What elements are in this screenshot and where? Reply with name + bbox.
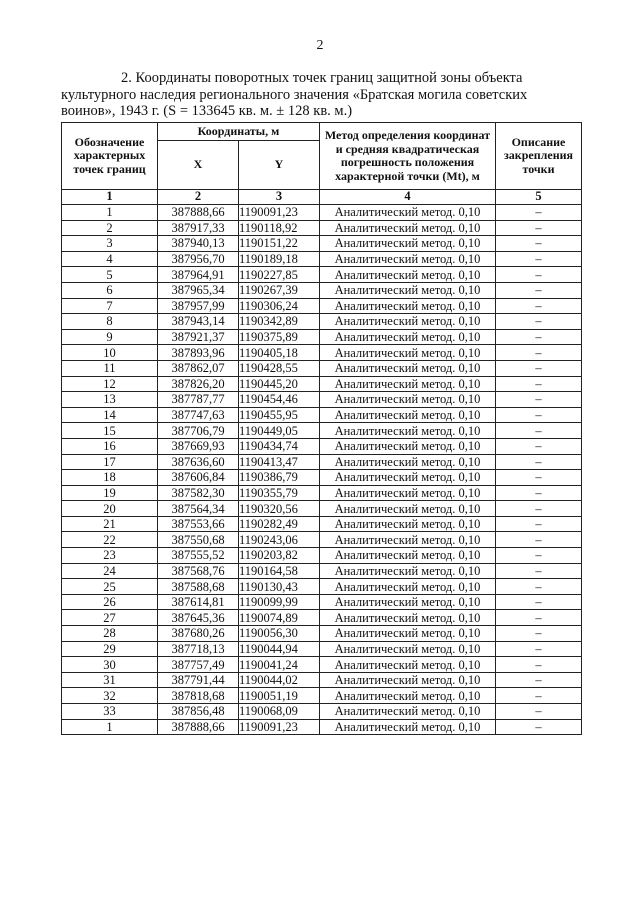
x-coordinate-cell: 387943,14 [158, 314, 239, 330]
method-cell: Аналитический метод. 0,10 [320, 594, 496, 610]
x-coordinate-cell: 387568,76 [158, 563, 239, 579]
method-cell: Аналитический метод. 0,10 [320, 532, 496, 548]
table-row [62, 345, 582, 361]
method-cell: Аналитический метод. 0,10 [320, 470, 496, 486]
heading-line-2: культурного наследия регионального значения «Братская могила советских [61, 86, 528, 103]
description-cell: – [496, 672, 582, 688]
method-cell: Аналитический метод. 0,10 [320, 267, 496, 283]
method-cell: Аналитический метод. 0,10 [320, 485, 496, 501]
method-cell: Аналитический метод. 0,10 [320, 641, 496, 657]
y-coordinate-cell: 1190267,39 [239, 282, 320, 298]
description-cell: – [496, 548, 582, 564]
table-row [62, 688, 582, 704]
y-coordinate-cell: 1190375,89 [239, 329, 320, 345]
x-coordinate-cell: 387965,34 [158, 282, 239, 298]
description-cell: – [496, 688, 582, 704]
coordinates-table [61, 122, 582, 735]
x-coordinate-cell: 387706,79 [158, 423, 239, 439]
heading-line-1: 2. Координаты поворотных точек границ защитной зоны объекта [121, 70, 523, 86]
description-cell: – [496, 501, 582, 517]
description-cell: – [496, 392, 582, 408]
y-coordinate-cell: 1190044,02 [239, 672, 320, 688]
x-coordinate-cell: 387921,37 [158, 329, 239, 345]
x-coordinate-cell: 387614,81 [158, 594, 239, 610]
column-number: 3 [239, 190, 320, 205]
table-row [62, 407, 582, 423]
y-coordinate-cell: 1190413,47 [239, 454, 320, 470]
y-coordinate-cell: 1190151,22 [239, 236, 320, 252]
method-cell: Аналитический метод. 0,10 [320, 672, 496, 688]
point-id-cell: 29 [62, 641, 158, 657]
description-cell: – [496, 438, 582, 454]
y-coordinate-cell: 1190091,23 [239, 719, 320, 735]
table-row [62, 267, 582, 283]
table-row [62, 438, 582, 454]
y-coordinate-cell: 1190099,99 [239, 594, 320, 610]
table-row [62, 376, 582, 392]
description-cell: – [496, 345, 582, 361]
table-row [62, 485, 582, 501]
point-id-cell: 31 [62, 672, 158, 688]
method-cell: Аналитический метод. 0,10 [320, 376, 496, 392]
point-id-cell: 10 [62, 345, 158, 361]
x-coordinate-cell: 387553,66 [158, 516, 239, 532]
method-cell: Аналитический метод. 0,10 [320, 626, 496, 642]
y-coordinate-cell: 1190428,55 [239, 360, 320, 376]
point-id-cell: 26 [62, 594, 158, 610]
table-row [62, 657, 582, 673]
description-cell: – [496, 360, 582, 376]
description-header: Описание закрепления точки [496, 123, 582, 190]
description-cell: – [496, 407, 582, 423]
page-number: 2 [316, 38, 324, 53]
description-cell: – [496, 376, 582, 392]
y-coordinate-cell: 1190434,74 [239, 438, 320, 454]
description-cell: – [496, 532, 582, 548]
y-coordinate-cell: 1190091,23 [239, 205, 320, 221]
description-cell: – [496, 610, 582, 626]
method-cell: Аналитический метод. 0,10 [320, 423, 496, 439]
y-coordinate-cell: 1190051,19 [239, 688, 320, 704]
table-row [62, 298, 582, 314]
table-row [62, 236, 582, 252]
point-id-cell: 6 [62, 282, 158, 298]
y-coordinate-cell: 1190445,20 [239, 376, 320, 392]
column-number: 2 [158, 190, 239, 205]
description-cell: – [496, 563, 582, 579]
y-coordinate-cell: 1190203,82 [239, 548, 320, 564]
y-coordinate-cell: 1190164,58 [239, 563, 320, 579]
point-id-cell: 17 [62, 454, 158, 470]
method-cell: Аналитический метод. 0,10 [320, 345, 496, 361]
table-row [62, 501, 582, 517]
point-id-cell: 33 [62, 704, 158, 720]
point-id-cell: 3 [62, 236, 158, 252]
y-coordinate-cell: 1190342,89 [239, 314, 320, 330]
x-coordinate-cell: 387888,66 [158, 205, 239, 221]
point-id-cell: 1 [62, 719, 158, 735]
method-cell: Аналитический метод. 0,10 [320, 501, 496, 517]
y-coordinate-cell: 1190044,94 [239, 641, 320, 657]
x-coordinate-cell: 387636,60 [158, 454, 239, 470]
description-cell: – [496, 282, 582, 298]
method-cell: Аналитический метод. 0,10 [320, 236, 496, 252]
method-cell: Аналитический метод. 0,10 [320, 548, 496, 564]
point-id-cell: 11 [62, 360, 158, 376]
table-row [62, 610, 582, 626]
description-cell: – [496, 704, 582, 720]
description-cell: – [496, 236, 582, 252]
description-cell: – [496, 298, 582, 314]
point-id-cell: 9 [62, 329, 158, 345]
method-cell: Аналитический метод. 0,10 [320, 407, 496, 423]
y-header: Y [239, 141, 320, 190]
point-id-cell: 5 [62, 267, 158, 283]
table-row [62, 641, 582, 657]
x-coordinate-cell: 387964,91 [158, 267, 239, 283]
coordinates-header: Координаты, м [158, 123, 320, 141]
table-row [62, 548, 582, 564]
table-row [62, 360, 582, 376]
x-coordinate-cell: 387893,96 [158, 345, 239, 361]
x-coordinate-cell: 387564,34 [158, 501, 239, 517]
table-row [62, 282, 582, 298]
description-cell: – [496, 329, 582, 345]
point-id-cell: 22 [62, 532, 158, 548]
y-coordinate-cell: 1190282,49 [239, 516, 320, 532]
table-row [62, 719, 582, 735]
point-id-cell: 13 [62, 392, 158, 408]
x-coordinate-cell: 387588,68 [158, 579, 239, 595]
y-coordinate-cell: 1190454,46 [239, 392, 320, 408]
heading-line-3: воинов», 1943 г. (S = 133645 кв. м. ± 128 кв. м.) [61, 103, 353, 119]
x-header: X [158, 141, 239, 190]
description-cell: – [496, 220, 582, 236]
description-cell: – [496, 423, 582, 439]
point-id-cell: 27 [62, 610, 158, 626]
method-cell: Аналитический метод. 0,10 [320, 298, 496, 314]
column-number-row [62, 190, 582, 205]
description-cell: – [496, 314, 582, 330]
y-coordinate-cell: 1190041,24 [239, 657, 320, 673]
table-row [62, 392, 582, 408]
table-row [62, 423, 582, 439]
point-id-cell: 25 [62, 579, 158, 595]
x-coordinate-cell: 387957,99 [158, 298, 239, 314]
table-row [62, 532, 582, 548]
description-cell: – [496, 251, 582, 267]
x-coordinate-cell: 387856,48 [158, 704, 239, 720]
table-row [62, 314, 582, 330]
x-coordinate-cell: 387669,93 [158, 438, 239, 454]
y-coordinate-cell: 1190189,18 [239, 251, 320, 267]
table-row [62, 516, 582, 532]
x-coordinate-cell: 387956,70 [158, 251, 239, 267]
y-coordinate-cell: 1190130,43 [239, 579, 320, 595]
description-cell: – [496, 579, 582, 595]
table-row [62, 251, 582, 267]
y-coordinate-cell: 1190056,30 [239, 626, 320, 642]
x-coordinate-cell: 387582,30 [158, 485, 239, 501]
x-coordinate-cell: 387757,49 [158, 657, 239, 673]
coordinates-table-body [62, 205, 582, 735]
point-id-cell: 18 [62, 470, 158, 486]
x-coordinate-cell: 387645,36 [158, 610, 239, 626]
method-cell: Аналитический метод. 0,10 [320, 360, 496, 376]
column-number: 5 [496, 190, 582, 205]
y-coordinate-cell: 1190386,79 [239, 470, 320, 486]
method-cell: Аналитический метод. 0,10 [320, 314, 496, 330]
method-cell: Аналитический метод. 0,10 [320, 579, 496, 595]
table-row [62, 563, 582, 579]
x-coordinate-cell: 387826,20 [158, 376, 239, 392]
point-id-cell: 1 [62, 205, 158, 221]
method-cell: Аналитический метод. 0,10 [320, 205, 496, 221]
description-cell: – [496, 719, 582, 735]
method-cell: Аналитический метод. 0,10 [320, 719, 496, 735]
point-id-cell: 20 [62, 501, 158, 517]
description-cell: – [496, 454, 582, 470]
y-coordinate-cell: 1190306,24 [239, 298, 320, 314]
y-coordinate-cell: 1190068,09 [239, 704, 320, 720]
point-id-cell: 24 [62, 563, 158, 579]
table-row [62, 220, 582, 236]
y-coordinate-cell: 1190449,05 [239, 423, 320, 439]
method-cell: Аналитический метод. 0,10 [320, 329, 496, 345]
x-coordinate-cell: 387550,68 [158, 532, 239, 548]
y-coordinate-cell: 1190355,79 [239, 485, 320, 501]
y-coordinate-cell: 1190227,85 [239, 267, 320, 283]
point-id-cell: 21 [62, 516, 158, 532]
method-cell: Аналитический метод. 0,10 [320, 688, 496, 704]
method-cell: Аналитический метод. 0,10 [320, 657, 496, 673]
description-cell: – [496, 626, 582, 642]
y-coordinate-cell: 1190074,89 [239, 610, 320, 626]
x-coordinate-cell: 387940,13 [158, 236, 239, 252]
x-coordinate-cell: 387747,63 [158, 407, 239, 423]
x-coordinate-cell: 387718,13 [158, 641, 239, 657]
x-coordinate-cell: 387555,52 [158, 548, 239, 564]
point-id-cell: 12 [62, 376, 158, 392]
point-id-cell: 19 [62, 485, 158, 501]
x-coordinate-cell: 387888,66 [158, 719, 239, 735]
method-cell: Аналитический метод. 0,10 [320, 704, 496, 720]
point-id-cell: 14 [62, 407, 158, 423]
table-row [62, 470, 582, 486]
x-coordinate-cell: 387917,33 [158, 220, 239, 236]
method-cell: Аналитический метод. 0,10 [320, 516, 496, 532]
table-row [62, 594, 582, 610]
description-cell: – [496, 267, 582, 283]
point-id-cell: 30 [62, 657, 158, 673]
method-header: Метод определения координат и средняя квадратическая погрешность положения характерной точки (Mt), м [320, 123, 496, 190]
point-id-cell: 32 [62, 688, 158, 704]
point-designation-header: Обозначение характерных точек границ [62, 123, 158, 190]
point-id-cell: 16 [62, 438, 158, 454]
method-cell: Аналитический метод. 0,10 [320, 563, 496, 579]
x-coordinate-cell: 387862,07 [158, 360, 239, 376]
description-cell: – [496, 205, 582, 221]
section-heading [61, 70, 581, 120]
method-cell: Аналитический метод. 0,10 [320, 454, 496, 470]
point-id-cell: 4 [62, 251, 158, 267]
table-row [62, 454, 582, 470]
method-cell: Аналитический метод. 0,10 [320, 282, 496, 298]
description-cell: – [496, 594, 582, 610]
description-cell: – [496, 470, 582, 486]
x-coordinate-cell: 387787,77 [158, 392, 239, 408]
point-id-cell: 8 [62, 314, 158, 330]
point-id-cell: 7 [62, 298, 158, 314]
description-cell: – [496, 657, 582, 673]
y-coordinate-cell: 1190320,56 [239, 501, 320, 517]
method-cell: Аналитический метод. 0,10 [320, 392, 496, 408]
method-cell: Аналитический метод. 0,10 [320, 220, 496, 236]
column-number: 1 [62, 190, 158, 205]
x-coordinate-cell: 387680,26 [158, 626, 239, 642]
table-row [62, 205, 582, 221]
point-id-cell: 2 [62, 220, 158, 236]
method-cell: Аналитический метод. 0,10 [320, 251, 496, 267]
column-number: 4 [320, 190, 496, 205]
y-coordinate-cell: 1190118,92 [239, 220, 320, 236]
point-id-cell: 23 [62, 548, 158, 564]
table-row [62, 704, 582, 720]
point-id-cell: 28 [62, 626, 158, 642]
x-coordinate-cell: 387791,44 [158, 672, 239, 688]
y-coordinate-cell: 1190405,18 [239, 345, 320, 361]
x-coordinate-cell: 387606,84 [158, 470, 239, 486]
x-coordinate-cell: 387818,68 [158, 688, 239, 704]
description-cell: – [496, 641, 582, 657]
table-row [62, 626, 582, 642]
method-cell: Аналитический метод. 0,10 [320, 438, 496, 454]
method-cell: Аналитический метод. 0,10 [320, 610, 496, 626]
y-coordinate-cell: 1190243,06 [239, 532, 320, 548]
y-coordinate-cell: 1190455,95 [239, 407, 320, 423]
point-id-cell: 15 [62, 423, 158, 439]
table-row [62, 579, 582, 595]
table-row [62, 672, 582, 688]
table-row [62, 329, 582, 345]
description-cell: – [496, 485, 582, 501]
description-cell: – [496, 516, 582, 532]
